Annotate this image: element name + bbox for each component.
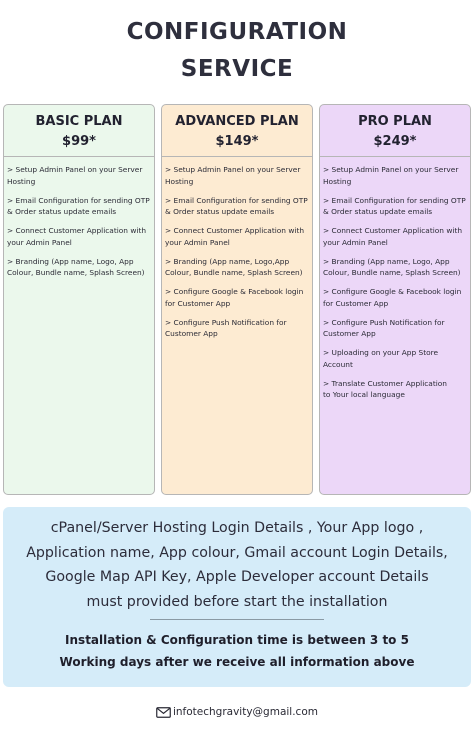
mail-icon bbox=[156, 707, 171, 718]
feature-item: > Uploading on your App Store Account bbox=[323, 348, 439, 369]
requirements-line: must provided before start the installation bbox=[86, 593, 388, 610]
feature-item: > Configure Push Notification for Customer App bbox=[323, 317, 445, 338]
feature-item: > Connect Customer Application with your Admin Panel bbox=[7, 226, 147, 247]
page-title bbox=[0, 14, 474, 88]
feature-list bbox=[320, 157, 470, 401]
page-title-line2: SERVICE bbox=[180, 56, 294, 82]
requirements-line: cPanel/Server Hosting Login Details , Your App logo , bbox=[50, 520, 424, 536]
feature-item: > Setup Admin Panel on your Server Hosting bbox=[165, 165, 301, 186]
requirements-panel bbox=[3, 507, 471, 687]
feature-item: > Translate Customer Application to Your local language bbox=[323, 378, 447, 399]
plan-price: $249* bbox=[373, 134, 417, 149]
plan-price: $149* bbox=[215, 134, 259, 149]
feature-item: > Connect Customer Application with your Admin Panel bbox=[165, 226, 305, 247]
plan-price: $99* bbox=[62, 134, 96, 149]
plan-header bbox=[320, 105, 470, 157]
plan-header bbox=[162, 105, 312, 157]
plans-section bbox=[3, 104, 471, 495]
feature-item: > Branding (App name, Logo,App Colour, Bundle name, Splash Screen) bbox=[165, 256, 303, 277]
plan-card-pro bbox=[319, 104, 471, 495]
requirements-line: Application name, App colour, Gmail account Login Details, bbox=[26, 544, 448, 561]
feature-item: > Email Configuration for sending OTP & Order status update emails bbox=[165, 195, 308, 216]
feature-item: > Setup Admin Panel on your Server Hosting bbox=[7, 165, 143, 186]
feature-item: > Configure Google & Facebook login for Customer App bbox=[323, 287, 462, 308]
feature-list bbox=[4, 157, 154, 279]
feature-item: > Setup Admin Panel on your Server Hosting bbox=[323, 165, 459, 186]
plan-name: ADVANCED PLAN bbox=[175, 114, 299, 129]
plan-name: PRO PLAN bbox=[358, 114, 432, 129]
feature-item: > Branding (App name, Logo, App Colour, Bundle name, Splash Screen) bbox=[7, 256, 145, 277]
email-link[interactable]: infotechgravity@gmail.com bbox=[172, 706, 318, 718]
note-line: Working days after we receive all information above bbox=[59, 655, 415, 669]
feature-item: > Connect Customer Application with your Admin Panel bbox=[323, 226, 463, 247]
installation-time-note bbox=[3, 629, 471, 673]
feature-item: > Email Configuration for sending OTP & Order status update emails bbox=[323, 195, 466, 216]
feature-item: > Branding (App name, Logo, App Colour, Bundle name, Splash Screen) bbox=[323, 256, 461, 277]
note-line: Installation & Configuration time is between 3 to 5 bbox=[65, 633, 409, 647]
contact-email[interactable] bbox=[0, 706, 474, 718]
plan-card-advanced bbox=[161, 104, 313, 495]
feature-item: > Configure Push Notification for Customer App bbox=[165, 317, 287, 338]
feature-list bbox=[162, 157, 312, 340]
requirements-text bbox=[3, 516, 471, 614]
divider bbox=[150, 619, 324, 620]
plan-header bbox=[4, 105, 154, 157]
requirements-line: Google Map API Key, Apple Developer account Details bbox=[45, 569, 429, 585]
page-title-line1: CONFIGURATION bbox=[126, 19, 348, 45]
feature-item: > Configure Google & Facebook login for Customer App bbox=[165, 287, 304, 308]
feature-item: > Email Configuration for sending OTP & Order status update emails bbox=[7, 195, 150, 216]
plan-name: BASIC PLAN bbox=[35, 114, 123, 129]
plan-card-basic bbox=[3, 104, 155, 495]
